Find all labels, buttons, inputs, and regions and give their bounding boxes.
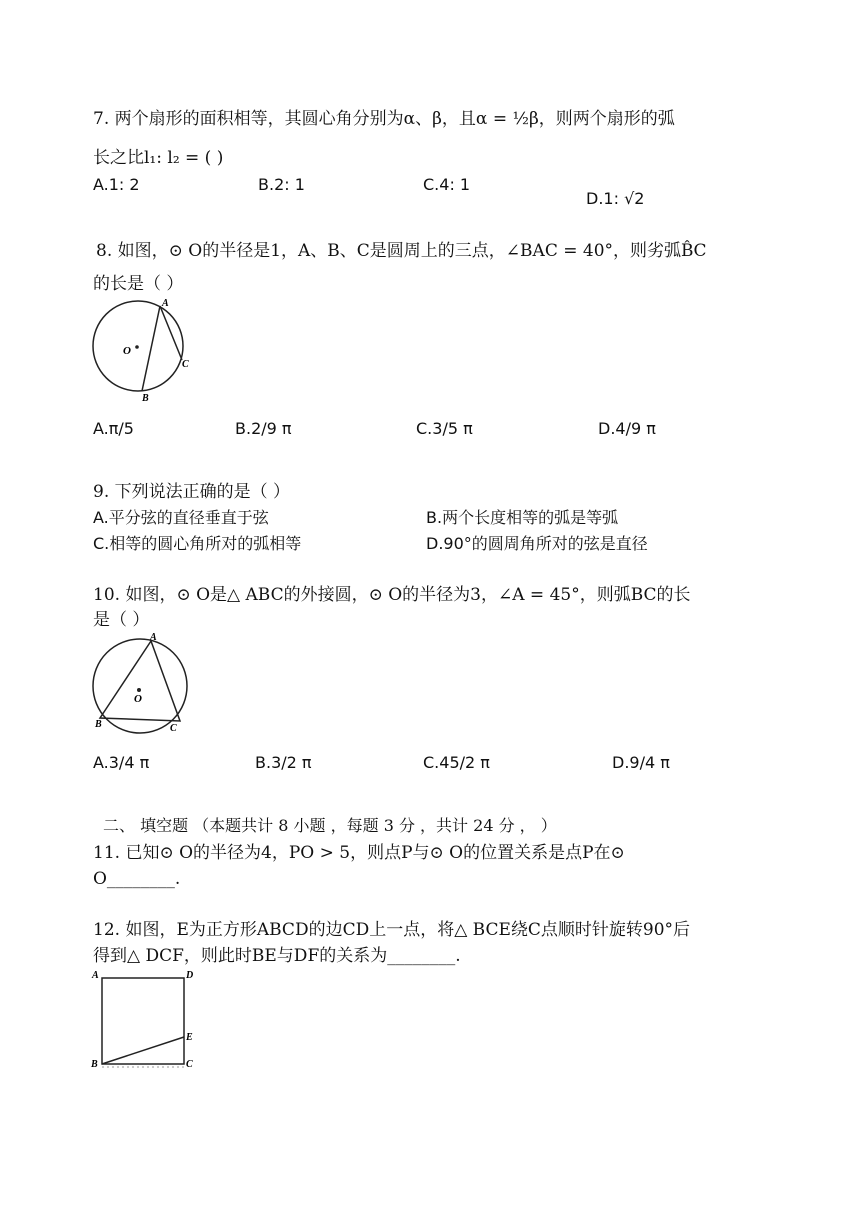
q8-option-a: A.π/5 (93, 419, 134, 438)
q8-text-line1: 8. 如图，⊙ O的半径是1，A、B、C是圆周上的三点，∠BAC = 40°，则劣弧B̂C (96, 241, 707, 261)
q7-text-line2: 长之比l₁: l₂ = ( ) (93, 148, 224, 168)
q8-label-c: C (182, 359, 189, 370)
q10-label-c: C (170, 723, 177, 734)
q9-option-d: D.90°的圆周角所对的弦是直径 (426, 534, 648, 553)
q10-text-line2: 是（ ） (93, 610, 150, 630)
q9-option-a: A.平分弦的直径垂直于弦 (93, 508, 269, 527)
q11-text-line2: O________. (93, 869, 181, 889)
q7-option-d: D.1: √2 (586, 189, 645, 208)
q7-text-line1: 7. 两个扇形的面积相等，其圆心角分别为α、β，且α = ½β，则两个扇形的弧 (93, 109, 675, 129)
q12-label-c: C (186, 1059, 193, 1070)
q8-text-line2: 的长是（ ） (93, 274, 184, 294)
q7-option-c: C.4: 1 (423, 175, 471, 194)
q10-text-line1: 10. 如图，⊙ O是△ ABC的外接圆，⊙ O的半径为3，∠A = 45°，则弧BC的长 (93, 585, 691, 605)
q10-option-c: C.45/2 π (423, 753, 490, 772)
q12-label-b: B (91, 1059, 98, 1070)
q10-option-b: B.3/2 π (255, 753, 312, 772)
q8-label-a: A (162, 298, 169, 309)
q8-chord-ac (160, 306, 182, 360)
q8-circle-figure (90, 296, 200, 404)
q12-square-figure (88, 966, 203, 1076)
q12-label-a: A (92, 970, 99, 981)
q8-label-b: B (142, 393, 149, 404)
q7-option-a: A.1: 2 (93, 175, 140, 194)
q12-label-d: D (186, 970, 194, 981)
q8-center-dot (135, 345, 139, 349)
q10-label-b: B (95, 719, 102, 730)
q9-text-line1: 9. 下列说法正确的是（ ） (93, 482, 291, 502)
q11-text-line1: 11. 已知⊙ O的半径为4，PO > 5，则点P与⊙ O的位置关系是点P在⊙ (93, 843, 625, 863)
q9-option-c: C.相等的圆心角所对的弧相等 (93, 534, 302, 553)
q8-option-c: C.3/5 π (416, 419, 473, 438)
q8-chord-ab (142, 306, 160, 391)
q12-text-line2: 得到△ DCF，则此时BE与DF的关系为________. (93, 946, 461, 966)
q10-option-a: A.3/4 π (93, 753, 150, 772)
q10-label-o: O (134, 693, 142, 705)
q10-circle-figure (90, 628, 200, 738)
q10-triangle-abc (100, 641, 180, 721)
q12-segment-be (102, 1037, 184, 1064)
q9-option-b: B.两个长度相等的弧是等弧 (426, 508, 619, 527)
q10-label-a: A (150, 632, 157, 643)
q7-option-b: B.2: 1 (258, 175, 305, 194)
q10-option-d: D.9/4 π (612, 753, 670, 772)
q12-text-line1: 12. 如图，E为正方形ABCD的边CD上一点，将△ BCE绕C点顺时针旋转90°后 (93, 920, 691, 940)
q8-option-d: D.4/9 π (598, 419, 656, 438)
q12-label-e: E (186, 1032, 193, 1043)
q8-label-o: O (123, 345, 131, 357)
q10-center-dot (137, 688, 141, 692)
section-title: 二、 填空题 （本题共计 8 小题 ，每题 3 分 ，共计 24 分 ， ） (103, 816, 557, 835)
q8-option-b: B.2/9 π (235, 419, 292, 438)
